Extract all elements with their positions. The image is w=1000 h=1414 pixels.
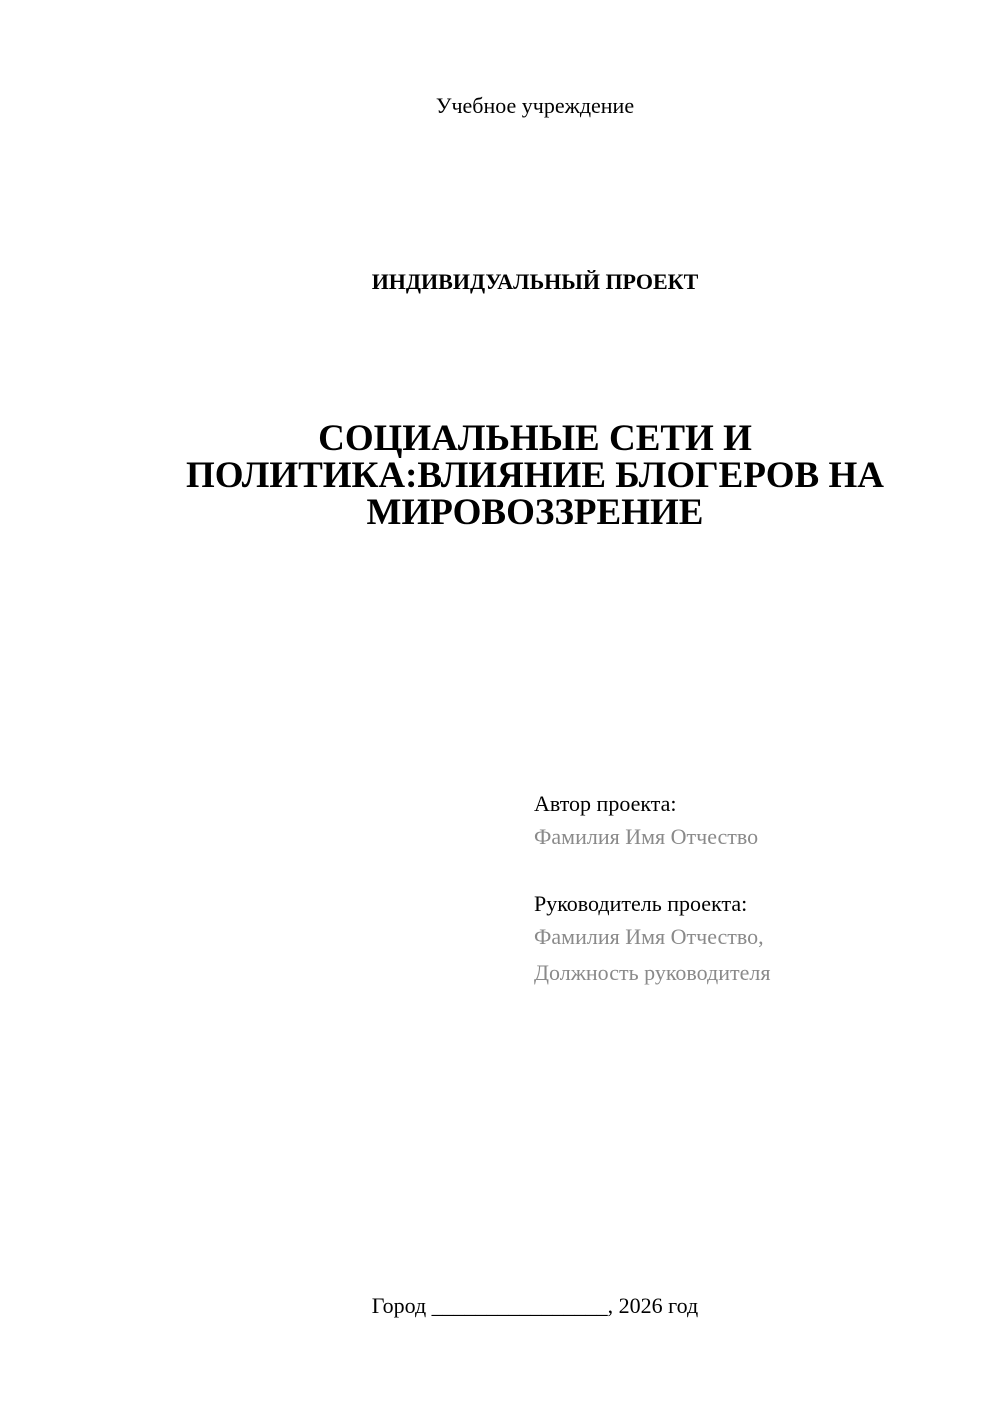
project-title-line: МИРОВОЗЗРЕНИЕ (366, 492, 704, 533)
supervisor-label: Руководитель проекта: (534, 891, 748, 916)
supervisor-section (534, 889, 954, 991)
author-section (534, 789, 954, 855)
institution-name: Учебное учреждение (435, 93, 635, 118)
author-name: Фамилия Имя Отчество (534, 824, 759, 849)
document-type-heading: ИНДИВИДУАЛЬНЫЙ ПРОЕКТ (371, 269, 699, 294)
supervisor-position: Должность руководителя (534, 960, 771, 985)
project-title-line: ПОЛИТИКА:ВЛИЯНИЕ БЛОГЕРОВ НА (186, 455, 884, 496)
author-label: Автор проекта: (534, 791, 677, 816)
city-year-line: Город ________________, 2026 год (371, 1293, 699, 1318)
project-title (140, 420, 930, 531)
project-title-line: СОЦИАЛЬНЫЕ СЕТИ И (318, 418, 752, 459)
credits-block (534, 789, 954, 991)
supervisor-name: Фамилия Имя Отчество, (534, 924, 764, 949)
